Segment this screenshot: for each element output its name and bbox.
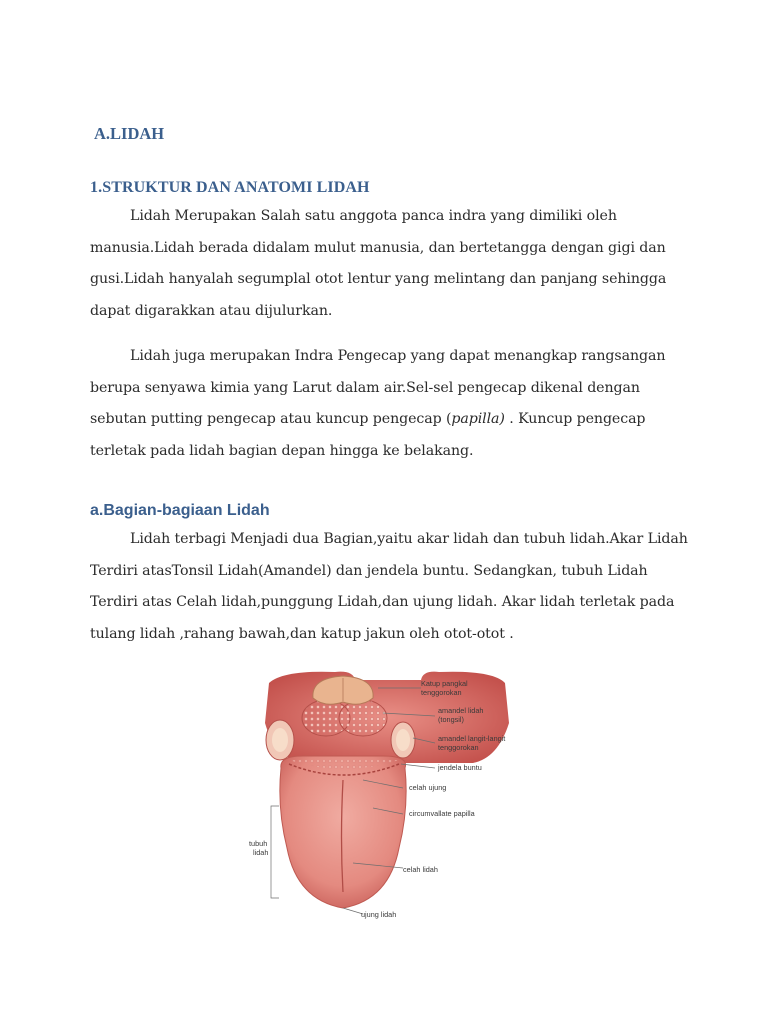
- label-katup-2: tenggorokan: [421, 688, 462, 697]
- paragraph-intro-text: Lidah Merupakan Salah satu anggota panca indra yang dimiliki oleh manusia.Lidah berada didalam mulut manusia, dan bertetangga dengan gigi dan gusi.Lidah hanyalah segumplal otot lentur yang melintang dan panjang sehingga dapat digarakkan atau dijulurkan.: [90, 208, 667, 319]
- label-celah-ujung: celah ujung: [409, 783, 447, 792]
- label-amandel-lidah-2: (tongsil): [438, 715, 464, 724]
- label-tubuh-2: lidah: [253, 848, 269, 857]
- label-katup-1: Katup pangkal: [421, 679, 468, 688]
- paragraph-bagian-text: Lidah terbagi Menjadi dua Bagian,yaitu akar lidah dan tubuh lidah.Akar Lidah Terdiri atasTonsil Lidah(Amandel) dan jendela buntu. Sedangkan, tubuh Lidah Terdiri atas Celah lidah,punggung Lidah,dan ujung lidah. Akar lidah terletak pada tulang lidah ,rahang bawah,dan katup jakun oleh otot-otot .: [90, 531, 688, 642]
- label-amandel-langit-1: amandel langit-langit: [438, 734, 506, 743]
- label-jendela-buntu: jendela buntu: [438, 763, 482, 772]
- right-lingual-tonsil: [339, 700, 387, 736]
- section-heading-struktur: 1.STRUKTUR DAN ANATOMI LIDAH: [90, 179, 370, 196]
- label-celah-lidah: celah lidah: [403, 865, 438, 874]
- title-lidah: A.LIDAH: [94, 124, 165, 143]
- tongue-diagram: [243, 668, 563, 928]
- paragraph-intro: [90, 201, 690, 327]
- paragraph-pengecap-text: Lidah juga merupakan Indra Pengecap yang dapat menangkap rangsangan berupa senyawa kimia yang Larut dalam air.Sel-sel pengecap dikenal dengan sebutan putting pengecap atau kuncup pengecap (: [90, 348, 666, 427]
- tongue-anatomy-figure: [243, 668, 563, 928]
- label-tubuh-1: tubuh: [249, 839, 268, 848]
- paragraph-pengecap-tail: . Kuncup pengecap terletak pada lidah bagian depan hingga ke belakang.: [90, 411, 646, 459]
- paragraph-pengecap: [90, 341, 690, 467]
- paragraph-bagian: [90, 524, 690, 650]
- papilla-term: papilla): [451, 411, 505, 427]
- label-ujung-lidah: ujung lidah: [361, 910, 397, 919]
- label-circumvallate: circumvallate papilla: [409, 809, 475, 818]
- subsection-heading-bagian: a.Bagian-bagiaan Lidah: [90, 502, 270, 519]
- label-amandel-lidah-1: amandel lidah: [438, 706, 484, 715]
- label-amandel-langit-2: tenggorokan: [438, 743, 479, 752]
